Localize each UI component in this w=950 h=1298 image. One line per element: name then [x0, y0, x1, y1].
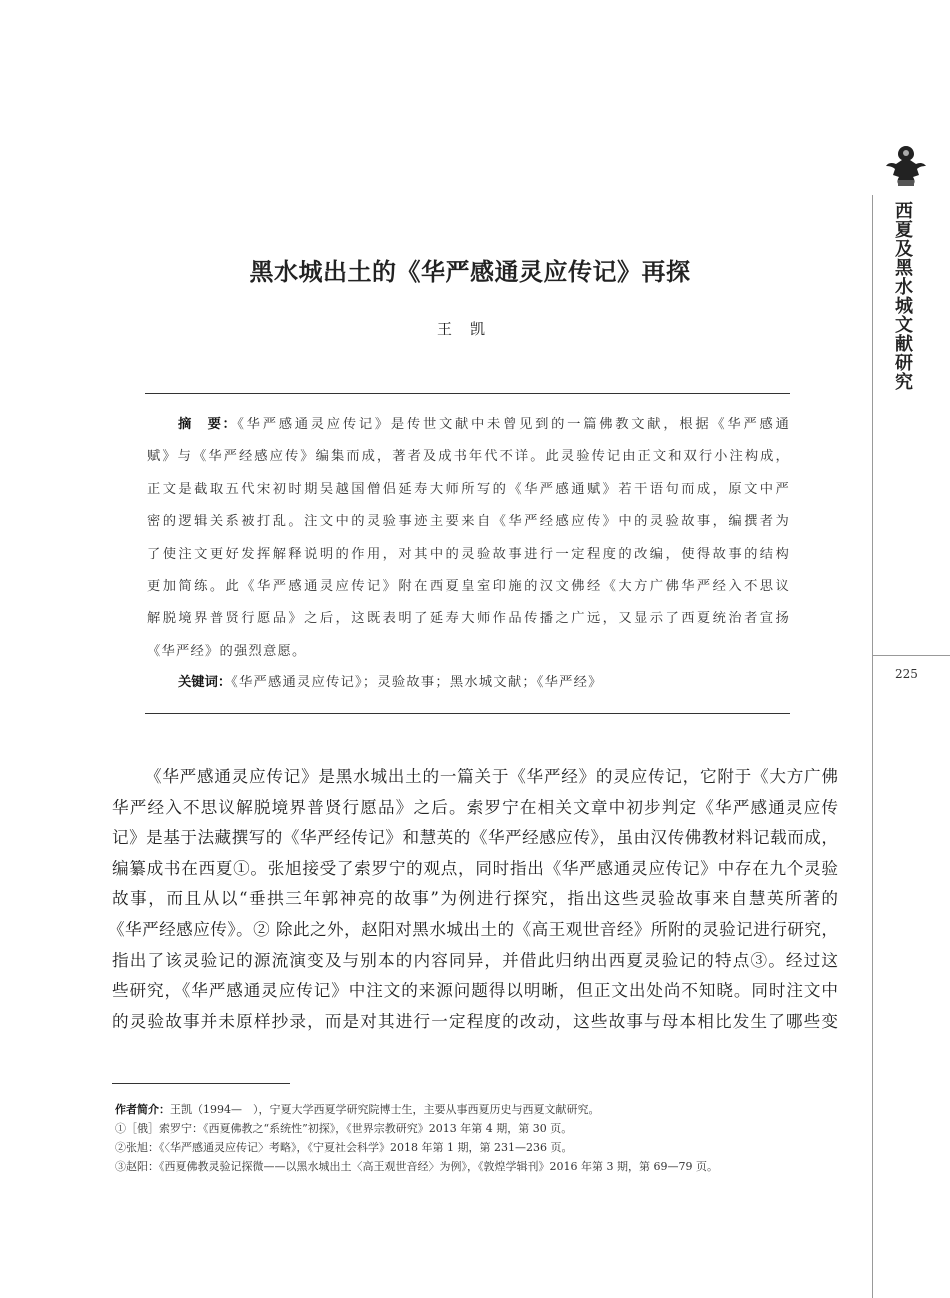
abstract-label: 摘 要： — [178, 417, 238, 432]
keywords-text: 《华严感通灵应传记》；灵验故事；黑水城文献；《华严经》 — [231, 675, 603, 690]
section-title: 西夏及黑水城文献研究 — [895, 201, 913, 393]
abstract-line: 《华严经》的强烈意愿。 — [147, 643, 307, 659]
keywords — [178, 674, 603, 692]
abstract-line: 赋》与《华严经感应传》编集而成，著者及成书年代不详。此灵验传记由正文和双行小注构成， — [147, 449, 790, 465]
abstract-line: 正文是截取五代宋初时期吴越国僧侣延寿大师所写的《华严感通赋》若干语句而成，原文中严 — [147, 481, 790, 497]
body-line: 《华严感通灵应传记》是黑水城出土的一篇关于《华严经》的灵应传记，它附于《大方广佛 — [145, 767, 838, 786]
body-line: 编纂成书在西夏①。张旭接受了索罗宁的观点，同时指出《华严感通灵应传记》中存在九个灵验 — [112, 858, 838, 878]
body-line: 记》是基于法藏撰写的《华严经传记》和慧英的《华严经感应传》，虽由汉传佛教材料记载而成， — [112, 828, 838, 848]
sidebar-rule — [872, 655, 950, 656]
author-bio — [115, 1103, 600, 1117]
abstract-top-rule — [145, 393, 790, 394]
author-bio-label: 作者简介： — [115, 1103, 170, 1116]
abstract-line: 了使注文更好发挥解释说明的作用，对其中的灵验故事进行一定程度的改编，使得故事的结构 — [147, 546, 790, 562]
body-line: 《华严经感应传》。② 除此之外，赵阳对黑水城出土的《高王观世音经》所附的灵验记进行研究， — [108, 920, 838, 939]
abstract-line — [178, 416, 790, 434]
footnote-2: ②张旭：《〈华严感通灵应传记〉考略》，《宁夏社会科学》2018 年第 1 期，第 231—236 页。 — [115, 1141, 573, 1154]
page-number: 225 — [895, 667, 918, 681]
abstract-line: 更加简练。此《华严感通灵应传记》附在西夏皇室印施的汉文佛经《大方广佛华严经入不思议 — [147, 579, 790, 594]
author-name: 王凯 — [436, 320, 503, 338]
body-line: 些研究，《华严感通灵应传记》中注文的来源问题得以明晰，但正文出处尚不知晓。同时注文中 — [112, 981, 838, 1001]
article-title: 黑水城出土的《华严感通灵应传记》再探 — [249, 258, 691, 286]
xixia-figure-logo-icon — [885, 140, 927, 188]
footnote-rule — [112, 1083, 290, 1084]
body-line: 的灵验故事并未原样抄录，而是对其进行一定程度的改动，这些故事与母本相比发生了哪些变 — [112, 1011, 838, 1031]
footnote-3: ③赵阳：《西夏佛教灵验记探微——以黑水城出土〈高王观世音经〉为例》，《敦煌学辑刊》2016 年第 3 期，第 69—79 页。 — [115, 1160, 718, 1173]
body-line: 故事，而且从以“垂拱三年郭神亮的故事”为例进行探究，指出这些灵验故事来自慧英所著的 — [112, 889, 838, 909]
body-line: 指出了该灵验记的源流演变及与别本的内容同异，并借此归纳出西夏灵验记的特点③。经过这 — [112, 950, 838, 970]
abstract-line: 密的逻辑关系被打乱。注文中的灵验事迹主要来自《华严经感应传》中的灵验故事，编撰者为 — [147, 514, 790, 530]
abstract-bottom-rule — [145, 713, 790, 714]
body-line: 华严经入不思议解脱境界普贤行愿品》之后。索罗宁在相关文章中初步判定《华严感通灵应传 — [112, 797, 838, 817]
abstract-line: 解脱境界普贤行愿品》之后，这既表明了延寿大师作品传播之广远，又显示了西夏统治者宣扬 — [147, 611, 790, 627]
author-bio-text: 王凯（1994— ），宁夏大学西夏学研究院博士生，主要从事西夏历史与西夏文献研究。 — [170, 1103, 600, 1116]
footnote-1: ①［俄］索罗宁：《西夏佛教之“系统性”初探》，《世界宗教研究》2013 年第 4 期，第 30 页。 — [115, 1122, 573, 1135]
keywords-label: 关键词： — [178, 675, 232, 690]
sidebar-divider — [872, 195, 873, 1298]
abstract-text: 《华严感通灵应传记》是传世文献中未曾见到的一篇佛教文献，根据《华严感通 — [237, 417, 791, 432]
